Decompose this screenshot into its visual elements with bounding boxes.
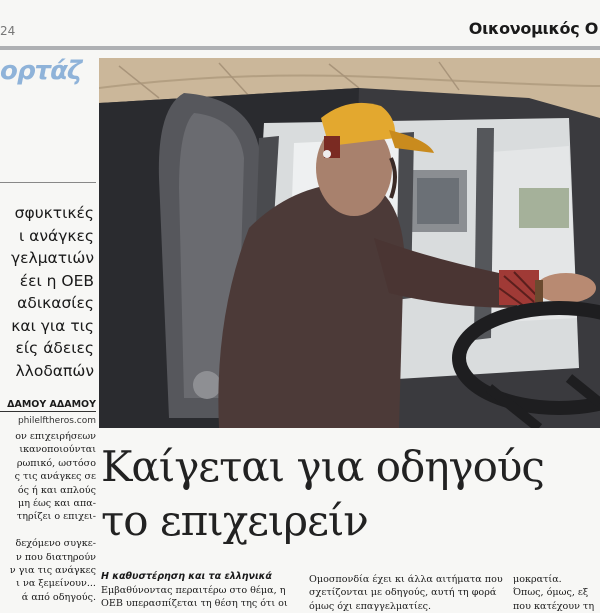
text-line: Ομοσπονδία έχει κι άλλα αιτήματα που: [309, 574, 503, 585]
pull-quote-line: αδικασίες: [17, 294, 94, 312]
text-line: δεχόμενο συγκε-: [15, 538, 96, 550]
author-email: philelftheros.com: [17, 416, 96, 426]
page-header: [0, 0, 600, 50]
divider: [0, 182, 96, 183]
page-number: 24: [0, 24, 16, 38]
pull-quote-line: έει η ΟΕΒ: [19, 271, 94, 290]
text-line: ν που διατηρούν: [16, 551, 96, 563]
text-line: ικανοποιούνται: [19, 444, 96, 456]
section-name: Οικονομικός Ο: [468, 19, 598, 38]
byline: ΔΑΜΟΥ ΑΔΑΜΟΥ: [0, 399, 96, 412]
article-headline: [101, 440, 600, 548]
text-line: ν για τις ανάγκες: [9, 564, 96, 576]
text-line: ά από οδηγούς.: [21, 591, 96, 603]
section-kicker: ορτάζ: [0, 56, 82, 86]
article-column-2: [309, 573, 505, 613]
pull-quote-line: ι ανάγκες: [18, 226, 94, 245]
text-line: μοκρατία.: [513, 574, 562, 585]
headline-line: Καίγεται για οδηγούς: [101, 442, 544, 491]
article-column-1: [101, 584, 301, 611]
article-column-3: [513, 573, 600, 613]
article-photo: [99, 58, 600, 428]
text-line: ρωπικό, ωστόσο: [16, 457, 96, 469]
left-article-column: [0, 430, 96, 604]
text-line: σχετίζονται με οδηγούς, αυτή τη φορά: [309, 587, 497, 599]
text-line: όμως όχι επαγγελματίες.: [309, 600, 432, 612]
pull-quote: [0, 202, 94, 382]
text-line: ός ή και απλούς: [17, 484, 96, 496]
text-line: μη έως και απα-: [17, 497, 96, 509]
text-line: που κατέχουν τη: [513, 600, 595, 612]
subheading: Η καθυστέρηση και τα ελληνικά: [101, 571, 272, 582]
text-line: ι να ξεμείνουν...: [16, 578, 96, 590]
pull-quote-line: και για τις: [11, 316, 94, 335]
pull-quote-line: σφυκτικές: [14, 204, 94, 222]
text-line: ς τις ανάγκες σε: [14, 471, 96, 483]
pull-quote-line: είς άδειες: [15, 339, 94, 357]
text-line: [0, 524, 96, 537]
text-line: Όπως, όμως, εξ: [513, 587, 589, 599]
pull-quote-line: γελματιών: [10, 249, 94, 267]
text-line: ΟΕΒ υπερασπίζεται τη θέση της ότι οι: [101, 598, 288, 610]
headline-line: το επιχειρείν: [101, 496, 368, 545]
text-line: τηρίζει ο επιχει-: [16, 511, 96, 523]
text-line: ον επιχειρήσεων: [15, 431, 96, 442]
pull-quote-line: λλοδαπών: [15, 361, 94, 380]
text-line: Εμβαθύνοντας περαιτέρω στο θέμα, η: [101, 585, 286, 596]
